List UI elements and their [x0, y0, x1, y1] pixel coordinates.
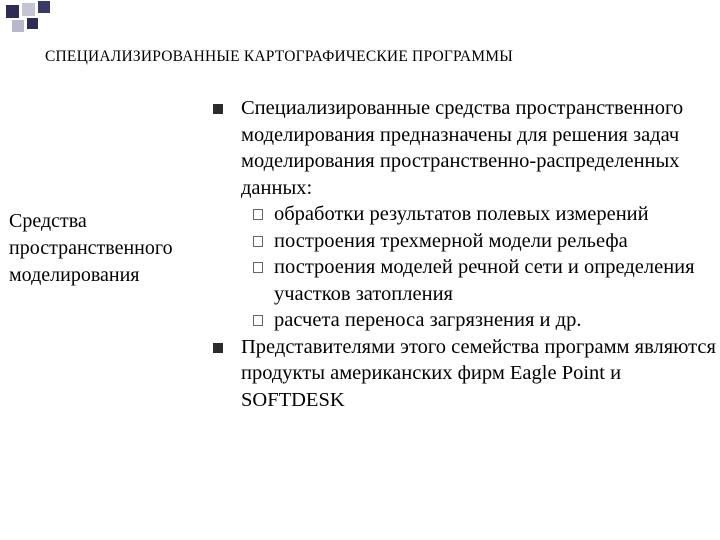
side-label: Средства пространственного моделирования — [9, 210, 173, 286]
corner-decoration — [0, 0, 60, 40]
sub-item — [206, 254, 716, 307]
sub-item-text: расчета переноса загрязнения и др. — [274, 309, 582, 331]
square-bullet-icon — [213, 343, 223, 353]
square-bullet-icon — [213, 104, 223, 114]
sub-item-text: обработки результатов полевых измерений — [274, 203, 649, 225]
hollow-square-bullet-icon — [253, 236, 263, 247]
sub-item — [206, 201, 716, 228]
deco-square-dark — [6, 5, 19, 18]
deco-square-dark — [38, 1, 50, 13]
hollow-square-bullet-icon — [253, 209, 263, 220]
bullet-item — [206, 95, 716, 201]
slide-title: СПЕЦИАЛИЗИРОВАННЫЕ КАРТОГРАФИЧЕСКИЕ ПРОГРАММЫ — [45, 48, 513, 65]
bullet-item — [206, 334, 716, 414]
deco-square-light — [12, 20, 24, 32]
sub-item — [206, 307, 716, 334]
hollow-square-bullet-icon — [253, 315, 263, 326]
bullet-text: Специализированные средства пространственного моделирования предназначены для решения задач моделирования пространственно-распределенных данных: — [241, 97, 684, 199]
sub-item-text: построения моделей речной сети и определения участков затопления — [274, 256, 695, 305]
deco-square-dark — [27, 18, 38, 29]
sub-item — [206, 228, 716, 255]
bullet-list — [206, 95, 716, 413]
bullet-text: Представителями этого семейства программ являются продукты американских фирм Eagle Point и SOFTDESK — [241, 335, 716, 411]
sub-list — [206, 201, 716, 334]
deco-square-light — [22, 3, 35, 16]
hollow-square-bullet-icon — [253, 262, 263, 273]
sub-item-text: построения трехмерной модели рельефа — [274, 229, 628, 252]
